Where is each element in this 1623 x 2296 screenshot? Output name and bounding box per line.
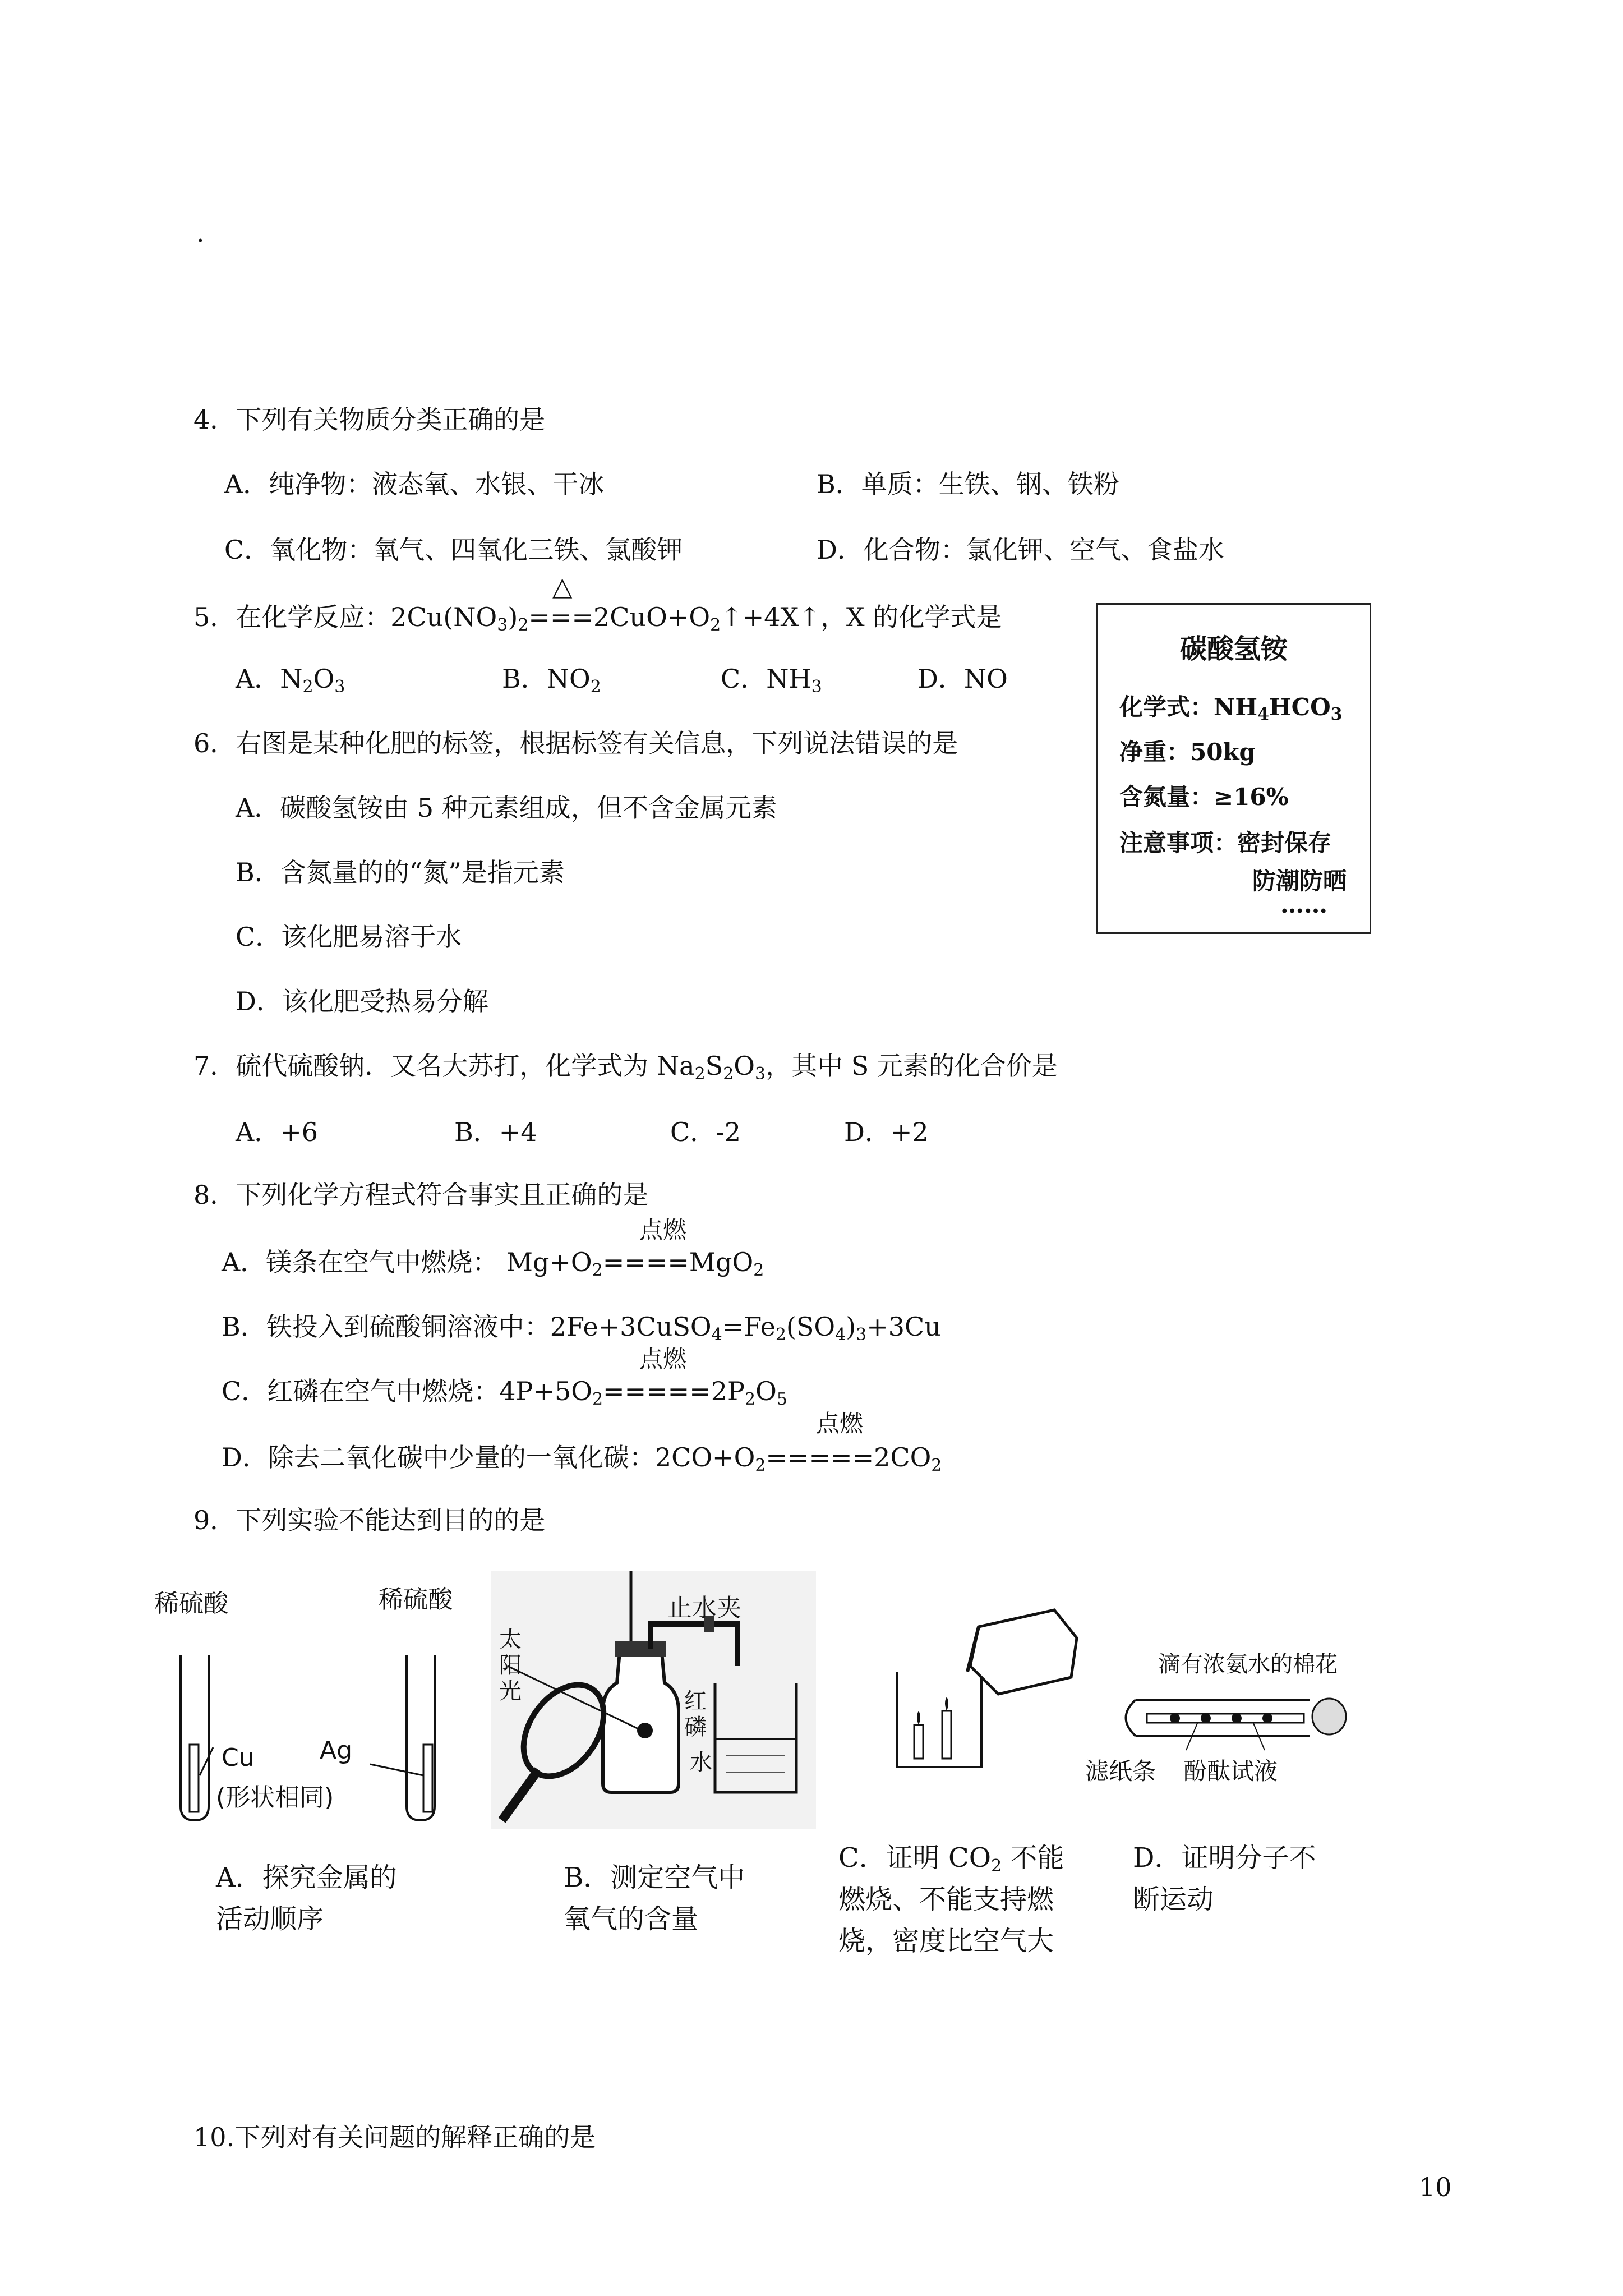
sunlight-label: 太阳光 xyxy=(499,1627,522,1704)
q6-stem: 6．右图是某种化肥的标签，根据标签有关信息，下列说法错误的是 xyxy=(193,728,958,758)
caption-a-line-1: A．探究金属的 xyxy=(216,1862,397,1893)
q4-option-a: A．纯净物：液态氧、水银、干冰 xyxy=(224,469,605,499)
cotton-label: 滴有浓氨水的棉花 xyxy=(1158,1651,1338,1677)
label-nitrogen: 含氮量：≥16% xyxy=(1119,783,1289,811)
q8-option-d: D．除去二氧化碳中少量的一氧化碳：$2CO+O_2=====2CO_2$ xyxy=(222,1442,942,1475)
q6-option-d: D．该化肥受热易分解 xyxy=(236,986,488,1016)
q4-option-d: D．化合物：氯化钾、空气、食盐水 xyxy=(817,535,1224,565)
q8c-condition: 点燃 xyxy=(639,1345,687,1373)
red-phosphorus-label: 红磷 xyxy=(684,1688,709,1740)
label-notes: 注意事项：密封保存 xyxy=(1119,829,1332,857)
q7-stem: 7．硫代硫酸钠．又名大苏打，化学式为 $Na_2S_2O_3$，其中 S 元素的化合价是 xyxy=(193,1051,1058,1084)
q7-option-c: C．-2 xyxy=(670,1117,741,1147)
q5-option-a: A．$N_2O_3$ xyxy=(236,664,345,697)
q7-option-d: D．+2 xyxy=(844,1117,929,1147)
water-label: 水 xyxy=(690,1745,712,1777)
acid-label-1: 稀硫酸 xyxy=(154,1589,228,1618)
q6-option-c: C．该化肥易溶于水 xyxy=(236,922,462,952)
q9-stem: 9．下列实验不能达到目的的是 xyxy=(193,1505,546,1535)
q8a-condition: 点燃 xyxy=(639,1216,687,1244)
phenolphthalein-label: 酚酞试液 xyxy=(1183,1757,1278,1785)
q5-option-b: B．$NO_2$ xyxy=(502,664,601,697)
caption-d-line-2: 断运动 xyxy=(1133,1884,1214,1915)
acid-label-2: 稀硫酸 xyxy=(379,1585,453,1614)
q7-option-b: B．+4 xyxy=(454,1117,537,1147)
ag-label: Ag xyxy=(320,1736,353,1765)
caption-c-line-1: C．证明 $CO_2$ 不能 xyxy=(838,1842,1064,1876)
q4-option-c: C．氧化物：氧气、四氧化三铁、氯酸钾 xyxy=(224,535,683,565)
ammonia-tube-diagram xyxy=(1113,1688,1360,1756)
filter-paper-label: 滤纸条 xyxy=(1085,1757,1156,1785)
label-ellipsis: …… xyxy=(1280,891,1327,918)
cu-label: Cu xyxy=(222,1743,255,1772)
q8-stem: 8．下列化学方程式符合事实且正确的是 xyxy=(193,1180,649,1210)
q8-option-b: B．铁投入到硫酸铜溶液中：$2Fe+3CuSO_4=Fe_2(SO_4)_3+3Cu$ xyxy=(222,1312,941,1345)
label-title: 碳酸氢铵 xyxy=(1179,633,1288,665)
q4-stem: 4．下列有关物质分类正确的是 xyxy=(193,404,546,435)
q5-option-c: C．$NH_3$ xyxy=(721,664,822,697)
page-number: 10 xyxy=(1419,2172,1452,2202)
caption-d-line-1: D．证明分子不 xyxy=(1133,1842,1316,1874)
caption-a-line-2: 活动顺序 xyxy=(216,1903,324,1935)
caption-b-line-2: 氧气的含量 xyxy=(564,1903,699,1935)
label-formula: 化学式：$NH_4HCO_3$ xyxy=(1119,693,1343,724)
fertilizer-label xyxy=(1096,603,1371,934)
q8d-condition: 点燃 xyxy=(816,1410,864,1437)
q7-option-a: A．+6 xyxy=(236,1117,319,1147)
q8-option-a: A．镁条在空气中燃烧： $Mg+O_2====MgO_2$ xyxy=(222,1247,764,1280)
caption-c-line-2: 燃烧、不能支持燃 xyxy=(838,1884,1054,1915)
phosphorus-apparatus xyxy=(491,1571,816,1829)
caption-c-line-3: 烧，密度比空气大 xyxy=(838,1925,1054,1957)
q8-option-c: C．红磷在空气中燃烧：$4P+5O_2=====2P_2O_5$ xyxy=(222,1376,787,1409)
same-shape-label: (形状相同) xyxy=(216,1783,334,1812)
caption-b-line-1: B．测定空气中 xyxy=(564,1862,745,1893)
q4-option-b: B．单质：生铁、钢、铁粉 xyxy=(817,469,1119,499)
q6-option-b: B．含氮量的的“氮”是指元素 xyxy=(236,857,565,887)
q5-heat-triangle: △ xyxy=(552,571,573,601)
label-weight: 净重：50kg xyxy=(1119,738,1256,766)
q5-option-d: D．NO xyxy=(917,664,1008,694)
header-dot: . xyxy=(196,218,205,248)
q10-stem: 10.下列对有关问题的解释正确的是 xyxy=(193,2122,596,2152)
q5-stem: 5．在化学反应：$2Cu(NO_3)_2===2CuO+O_2↑+4X↑$，X 的化学式是 xyxy=(193,602,1002,635)
q6-option-a: A．碳酸氢铵由 5 种元素组成，但不含金属元素 xyxy=(236,793,777,823)
clamp-label: 止水夹 xyxy=(667,1594,741,1622)
co2-candle-diagram xyxy=(886,1604,1088,1773)
label-notes-2: 防潮防晒 xyxy=(1252,867,1347,895)
